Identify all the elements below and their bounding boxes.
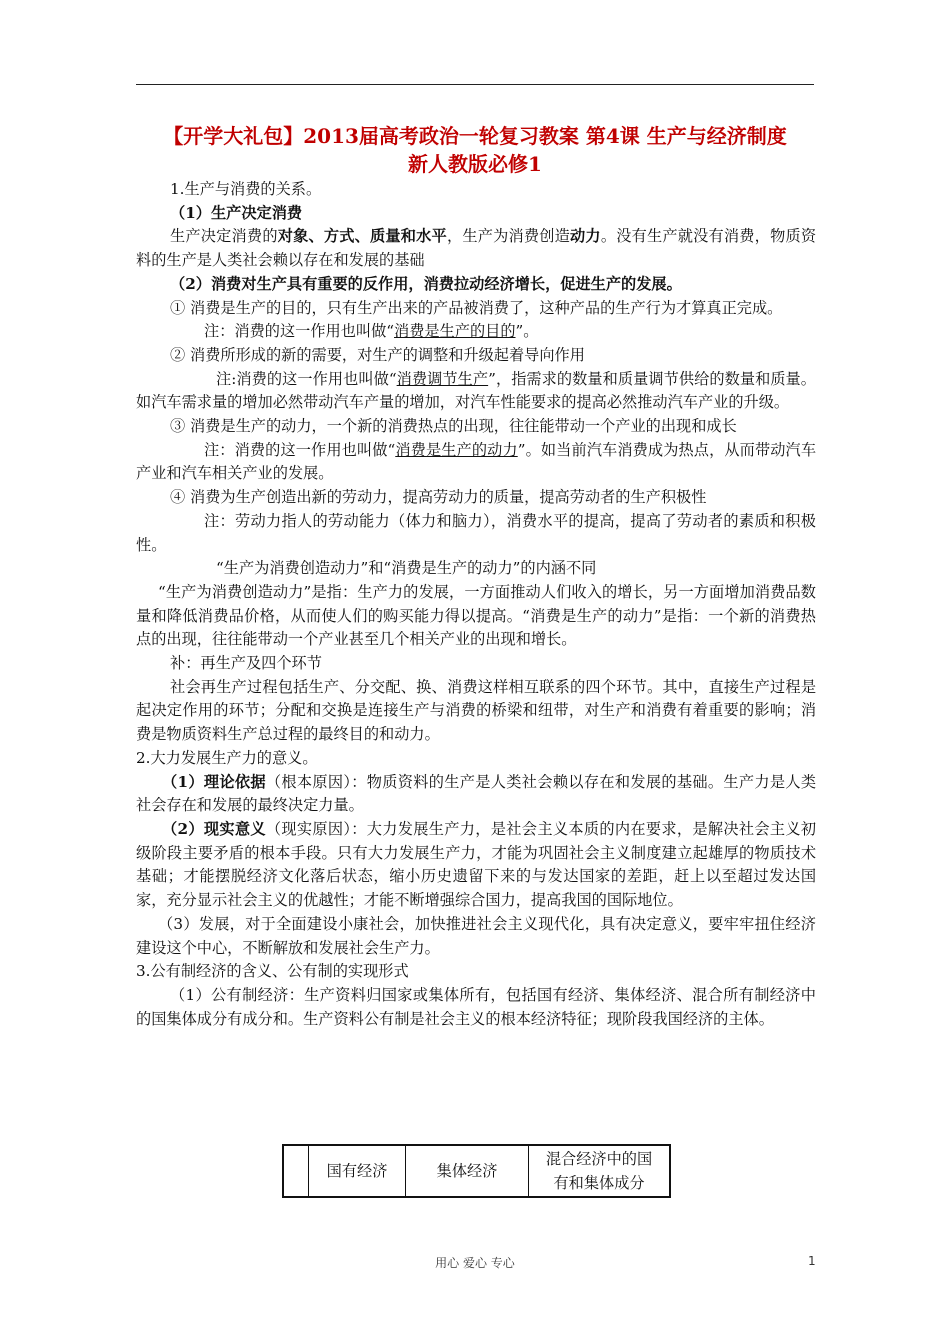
para-bold: 理论依据: [203, 772, 266, 791]
compare-body: “生产为消费创造动力”是指：生产力的发展，一方面推动人们收入的增长，另一方面增加消费品数量和降低消费品价格，从而使人们的购买能力得以提高。“消费是生产的动力”是指：一个新的消费热点的出现，往往能带动一个产业甚至几个相关产业的出现和增长。: [136, 582, 816, 649]
cell-line: 混合经济中的国: [545, 1150, 653, 1168]
para-text: 生产决定消费的: [170, 227, 278, 246]
cell-line: 有和集体成分: [553, 1174, 645, 1192]
para-text: （现实原因）：大力发展生产力，是社会主义本质的内在要求，是解决社会主义初级阶段主要矛盾的根本手段。只有大力发展生产力，才能为巩固社会主义制度建立起雄厚的物质技术基础；才能摆脱经济文化落后状态，缩小历史遗留下来的与发达国家的差距，赶上以至超过发达国家，充分显示社会主义的优越性；才能不断增强综合国力，提高我国的国际地位。: [136, 819, 817, 910]
para-bold: （2）: [162, 819, 204, 838]
page-number: 1: [808, 1254, 816, 1268]
doc-title-line2: 新人教版必修1: [408, 152, 542, 176]
note-4: 注：劳动力指人的劳动能力（体力和脑力），消费水平的提高，提高了劳动者的素质和积极性。: [136, 511, 816, 554]
note-text: ”，指需求的数量和质量调节供给的数量和质量。如汽车需求量的增加必然带动汽车产量的增加，对汽车性能要求的提高必然推动汽车产业的升级。: [136, 369, 816, 412]
sub2-text: （2）消费对生产具有重要的反作用，消费拉动经济增长，促进生产的发展。: [170, 274, 682, 293]
para-text: （根本原因）：物质资料的生产是人类社会赖以存在和发展的基础。生产力是人类社会存在和发展的最终决定力量。: [136, 772, 817, 815]
note-text: 注：消费的这一作用也叫做“: [204, 440, 396, 459]
note-underline: 消费是生产的动力: [395, 440, 518, 459]
section2-para2: [136, 818, 816, 913]
sub1-text: （1）生产决定消费: [170, 203, 303, 222]
clause-4: ④ 消费为生产创造出新的劳动力，提高劳动力的质量，提高劳动者的生产积极性: [170, 488, 707, 507]
page-footer: 用心 爱心 专心: [435, 1256, 515, 1270]
compare-title: “生产为消费创造动力”和“消费是生产的动力”的内涵不同: [216, 559, 597, 578]
para-bold: 对象、方式、质量和水平: [277, 227, 447, 246]
para-bold: 动力: [570, 227, 601, 246]
section3-para1: （1）公有制经济：生产资料归国家或集体所有，包括国有经济、集体经济、混合所有制经济中的国集体成分有成分和。生产资料公有制是社会主义的根本经济特征；现阶段我国经济的主体。: [136, 985, 816, 1028]
table-cell: 国有经济: [309, 1145, 406, 1197]
supplement-title: 补：再生产及四个环节: [170, 654, 322, 673]
note-3: [136, 439, 816, 486]
section1-sub2: [136, 273, 816, 297]
para-text: 。没有生产就没有消费，物质资料的生产是人类社会赖以存在和发展的基础: [136, 227, 817, 270]
clause-3: ③ 消费是生产的动力，一个新的消费热点的出现，往往能带动一个产业的出现和成长: [170, 417, 737, 436]
supplement-body: 社会再生产过程包括生产、分交配、换、消费这样相互联系的四个环节。其中，直接生产过程是起决定作用的环节；分配和交换是连接生产与消费的桥梁和纽带，对生产和消费有着重要的影响；消费是物质资料生产总过程的最终目的和动力。: [136, 677, 816, 744]
note-2: [136, 368, 816, 415]
section1-para1: [136, 225, 816, 272]
para-text: ，生产为消费创造: [446, 227, 571, 246]
section2-para1: [136, 771, 816, 818]
table-cell-empty: [283, 1145, 309, 1197]
note-text: 注：消费的这一作用也叫做“: [204, 322, 395, 341]
section3-heading: 3.公有制经济的含义、公有制的实现形式: [136, 962, 409, 981]
note-underline: 消费是生产的目的: [394, 322, 516, 341]
para-bold: （1）: [162, 772, 204, 791]
clause-2: ② 消费所形成的新的需要，对生产的调整和升级起着导向作用: [170, 345, 585, 364]
note-text: ”。如当前汽车消费成为热点，从而带动汽车产业和汽车相关产业的发展。: [136, 440, 817, 483]
table-cell: 集体经济: [406, 1145, 529, 1197]
note-underline: 消费调节生产: [396, 369, 489, 388]
header-rule: [136, 84, 814, 85]
section2-para3: （3）发展，对于全面建设小康社会，加快推进社会主义现代化，具有决定意义，要牢牢扭住经济建设这个中心，不断解放和发展社会生产力。: [136, 914, 816, 957]
ownership-table: [282, 1144, 671, 1198]
section1-heading: 1.生产与消费的关系。: [170, 180, 322, 198]
table-row: [283, 1145, 670, 1197]
table-cell-mixed: [529, 1145, 671, 1197]
para-bold: 现实意义: [203, 819, 266, 838]
document-body: [136, 178, 816, 1031]
clause-1: ① 消费是生产的目的，只有生产出来的产品被消费了，这种产品的生产行为才算真正完成。: [170, 298, 783, 317]
section1-sub1: [136, 202, 816, 226]
note-1: [136, 320, 816, 344]
note-text: ”。: [515, 322, 539, 341]
doc-title-line1: 【开学大礼包】2013届高考政治一轮复习教案 第4课 生产与经济制度: [163, 124, 787, 148]
section2-heading: 2.大力发展生产力的意义。: [136, 748, 318, 767]
note-text: 注:消费的这一作用也叫做“: [216, 369, 397, 388]
